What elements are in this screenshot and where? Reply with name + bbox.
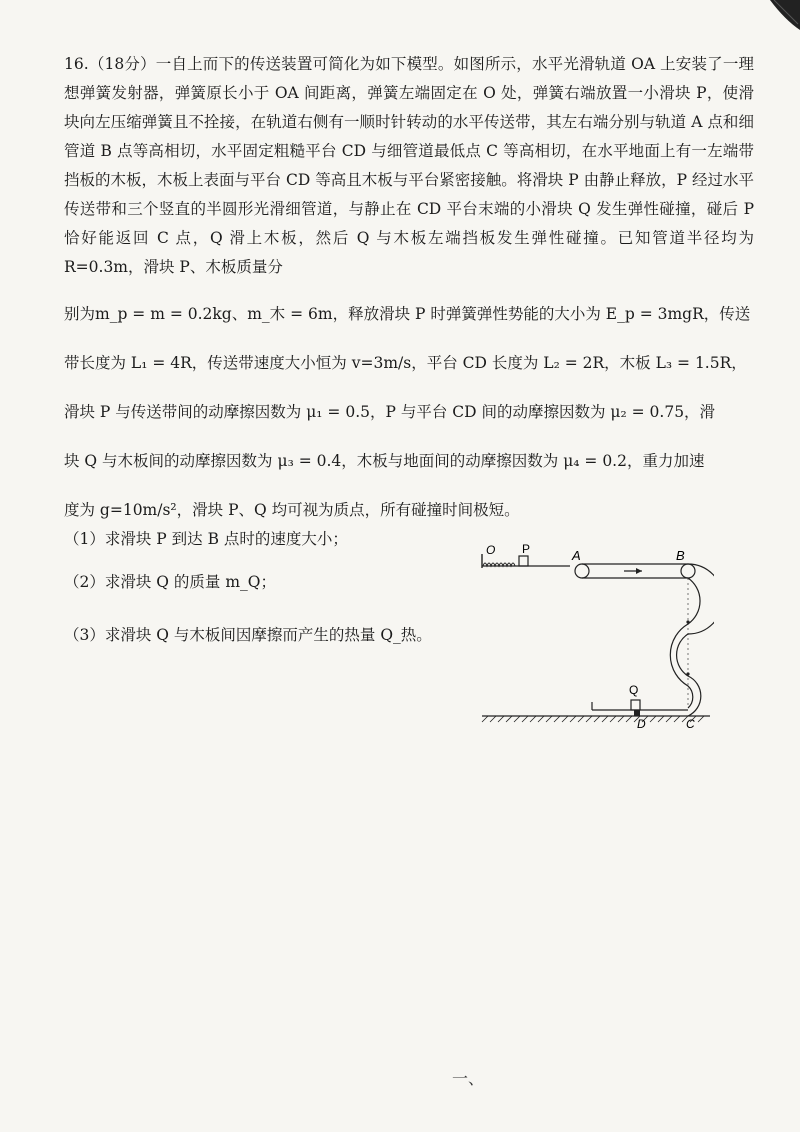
belt-arrow-head: [636, 568, 642, 574]
apparatus-diagram: [474, 538, 714, 728]
label-b: B: [676, 548, 685, 563]
problem-line-friction-q: 块 Q 与木板间的动摩擦因数为 μ₃ = 0.4，木板与地面间的动摩擦因数为 μ₄ = 0.2，重力加速: [64, 452, 705, 470]
problem-line-masses: 别为m_p = m = 0.2kg、m_木 = 6m，释放滑块 P 时弹簧弹性势能的大小为 E_p = 3mgR，传送: [64, 305, 751, 323]
label-q: Q: [629, 683, 639, 697]
slider-q: [631, 700, 640, 710]
label-d: D: [637, 717, 646, 728]
question-1: （1）求滑块 P 到达 B 点时的速度大小；: [64, 530, 348, 548]
label-o: O: [486, 543, 496, 557]
question-2: （2）求滑块 Q 的质量 m_Q；: [64, 573, 277, 591]
question-3: （3）求滑块 Q 与木板间因摩擦而产生的热量 Q_热。: [64, 626, 432, 644]
ground-hatching: [482, 716, 704, 722]
label-p: P: [522, 542, 531, 556]
pipe-inner: [670, 578, 700, 708]
belt-pulley-right: [681, 564, 695, 578]
belt-pulley-left: [575, 564, 589, 578]
problem-16: [64, 50, 754, 522]
page-corner-scan-mark: [760, 0, 800, 40]
problem-line-gravity: 度为 g=10m/s²，滑块 P、Q 均可视为质点，所有碰撞时间极短。: [64, 501, 520, 519]
slider-p: [519, 556, 528, 566]
problem-paragraph: [64, 50, 754, 282]
page-footer-mark: 一、: [452, 1069, 485, 1088]
label-c: C: [686, 717, 695, 728]
problem-score: （18分）: [88, 55, 156, 73]
problem-text: 一自上而下的传送装置可简化为如下模型。如图所示，水平光滑轨道 OA 上安装了一理想弹簧发射器，弹簧原长小于 OA 间距离，弹簧左端固定在 O 处，弹簧右端放置一小滑块 P，使滑块向左压缩弹簧且不拴接，在轨道右侧有一顺时针转动的水平传送带，其左右端分别与轨道 A 点和细管道 B 点等高相切，水平固定粗糙平台 CD 与细管道最低点 C 等高相切，在水平地面上有一左端带挡板的木板，木板上表面与平台 CD 等高且木板与平台紧密接触。将滑块 P 由静止释放，P 经过水平传送带和三个竖直的半圆形光滑细管道，与静止在 CD 平台末端的小滑块 Q 发生弹性碰撞，碰后 P 恰好能返回 C 点，Q 滑上木板，然后 Q 与木板左端挡板发生弹性碰撞。已知管道半径均为 R=0.3m，滑块 P、木板质量分: [64, 55, 754, 276]
label-a: A: [572, 548, 581, 563]
pipe-outer: [677, 564, 714, 716]
problem-line-friction-p: 滑块 P 与传送带间的动摩擦因数为 μ₁ = 0.5，P 与平台 CD 间的动摩擦因数为 μ₂ = 0.75，滑: [64, 403, 716, 421]
problem-number: 16.: [64, 55, 89, 73]
platform-edge-d: [634, 710, 640, 716]
problem-line-belt: 带长度为 L₁ = 4R，传送带速度大小恒为 v=3m/s，平台 CD 长度为 L₂ = 2R，木板 L₃ = 1.5R，: [64, 354, 747, 372]
